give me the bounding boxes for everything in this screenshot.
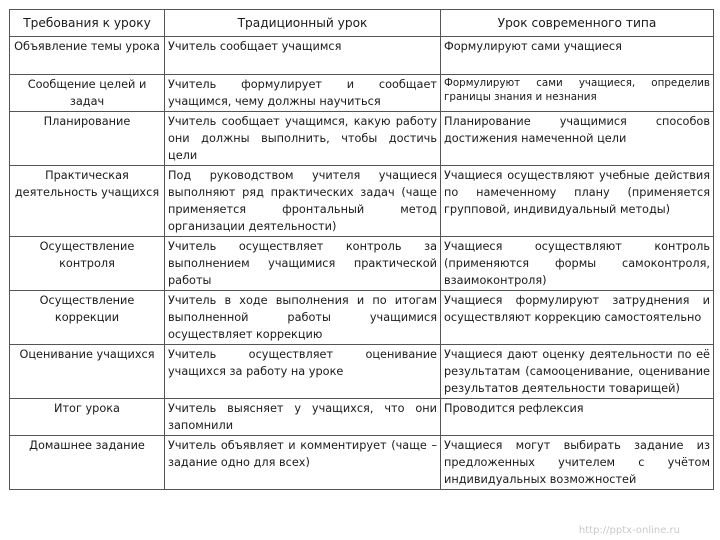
table-header-row [10, 10, 714, 37]
comparison-table [9, 9, 714, 490]
header-requirements: Требования к уроку [10, 10, 165, 37]
traditional-cell: Под руководством учителя учащиеся выполняют ряд практических задач (чаще применяется фронтальный метод организации деятельности) [165, 166, 441, 237]
requirement-cell: Планирование [10, 112, 165, 166]
table-row [10, 436, 714, 490]
traditional-cell: Учитель выясняет у учащихся, что они запомнили [165, 399, 441, 436]
requirement-cell: Осуществление коррекции [10, 291, 165, 345]
modern-cell: Учащиеся осуществляют контроль (применяются формы самоконтроля, взаимоконтроля) [441, 237, 714, 291]
table-row [10, 75, 714, 112]
table-row [10, 237, 714, 291]
modern-cell: Формулируют сами учащиеся [441, 37, 714, 75]
traditional-cell: Учитель сообщает учащимся, какую работу они должны выполнить, чтобы достичь цели [165, 112, 441, 166]
traditional-cell: Учитель осуществляет оценивание учащихся за работу на уроке [165, 345, 441, 399]
requirement-cell: Сообщение целей и задач [10, 75, 165, 112]
requirement-cell: Объявление темы урока [10, 37, 165, 75]
modern-cell: Учащиеся дают оценку деятельности по её результатам (самооценивание, оценивание результатов деятельности товарищей) [441, 345, 714, 399]
requirement-cell: Оценивание учащихся [10, 345, 165, 399]
table-row [10, 291, 714, 345]
table-row [10, 112, 714, 166]
traditional-cell: Учитель в ходе выполнения и по итогам выполненной работы учащимися осуществляет коррекцию [165, 291, 441, 345]
table-row [10, 37, 714, 75]
requirement-cell: Домашнее задание [10, 436, 165, 490]
modern-cell: Учащиеся могут выбирать задание из предложенных учителем с учётом индивидуальных возможностей [441, 436, 714, 490]
modern-cell: Формулируют сами учащиеся, определив границы знания и незнания [441, 75, 714, 112]
header-traditional-lesson: Традиционный урок [165, 10, 441, 37]
table-row [10, 166, 714, 237]
requirement-cell: Итог урока [10, 399, 165, 436]
modern-cell: Планирование учащимися способов достижения намеченной цели [441, 112, 714, 166]
modern-cell: Учащиеся осуществляют учебные действия по намеченному плану (применяется групповой, индивидуальный методы) [441, 166, 714, 237]
traditional-cell: Учитель объявляет и комментирует (чаще – задание одно для всех) [165, 436, 441, 490]
watermark: http://pptx-online.ru [578, 525, 680, 536]
modern-cell: Проводится рефлексия [441, 399, 714, 436]
table-row [10, 399, 714, 436]
modern-cell: Учащиеся формулируют затруднения и осуществляют коррекцию самостоятельно [441, 291, 714, 345]
traditional-cell: Учитель осуществляет контроль за выполнением учащимися практической работы [165, 237, 441, 291]
requirement-cell: Практическая деятельность учащихся [10, 166, 165, 237]
requirement-cell: Осуществление контроля [10, 237, 165, 291]
traditional-cell: Учитель формулирует и сообщает учащимся, чему должны научиться [165, 75, 441, 112]
header-modern-lesson: Урок современного типа [441, 10, 714, 37]
traditional-cell: Учитель сообщает учащимся [165, 37, 441, 75]
table-row [10, 345, 714, 399]
